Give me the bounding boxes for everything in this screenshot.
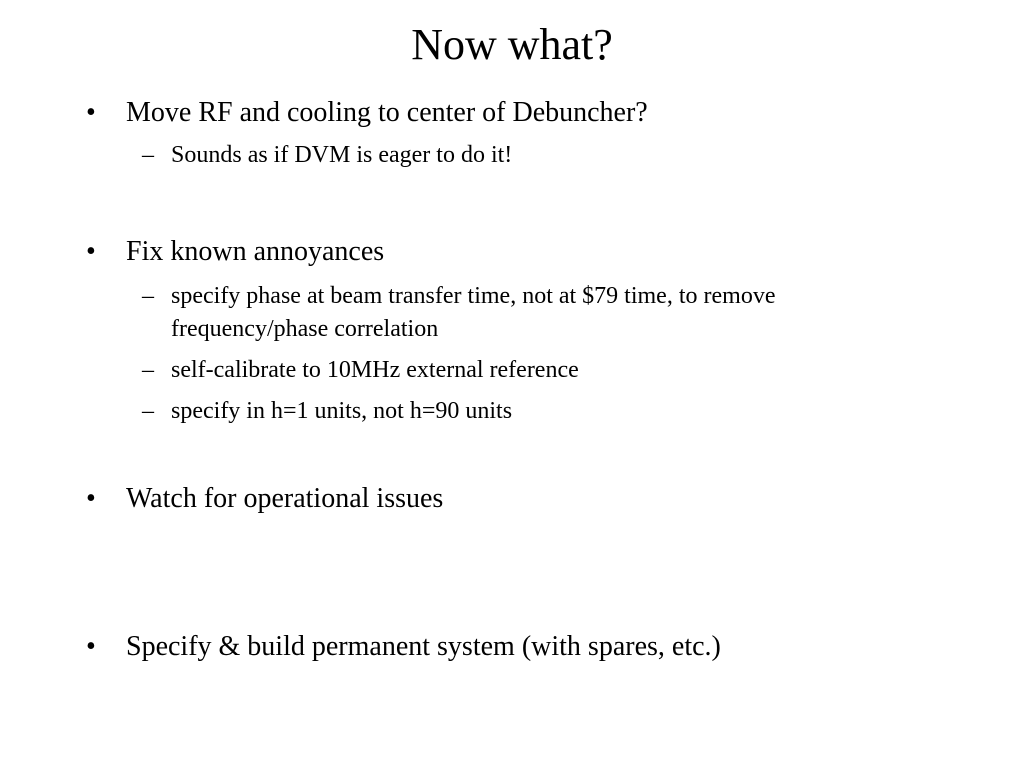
bullet-item-operational <box>0 481 1024 517</box>
bullet-marker: • <box>86 97 96 128</box>
sub-item-text: specify in h=1 units, not h=90 units <box>171 398 513 424</box>
sub-item-phase <box>0 280 1024 346</box>
bullet-text: Move RF and cooling to center of Debuncher? <box>126 97 648 128</box>
dash-marker: – <box>142 283 154 309</box>
bullet-marker: • <box>86 631 96 662</box>
dash-marker: – <box>142 357 154 383</box>
slide-title: Now what? <box>411 20 613 69</box>
sub-item-dvm <box>0 139 1024 172</box>
bullet-marker: • <box>86 236 96 267</box>
dash-marker: – <box>142 142 154 168</box>
sub-item-text: Sounds as if DVM is eager to do it! <box>171 142 513 168</box>
bullet-text: Fix known annoyances <box>126 236 385 267</box>
sub-item-text: specify phase at beam transfer time, not at $79 time, to remove frequency/phase correlation <box>171 283 776 342</box>
bullet-item-rf-cooling <box>0 95 1024 172</box>
bullet-item-permanent-system <box>0 629 1024 665</box>
bullet-text: Specify & build permanent system (with spares, etc.) <box>126 631 721 662</box>
dash-marker: – <box>142 398 154 424</box>
sub-item-calibrate <box>0 354 1024 387</box>
sub-item-text: self-calibrate to 10MHz external reference <box>171 357 579 383</box>
bullet-item-annoyances <box>0 234 1024 428</box>
bullet-text: Watch for operational issues <box>126 483 444 514</box>
bullet-marker: • <box>86 483 96 514</box>
sub-item-units <box>0 395 1024 428</box>
